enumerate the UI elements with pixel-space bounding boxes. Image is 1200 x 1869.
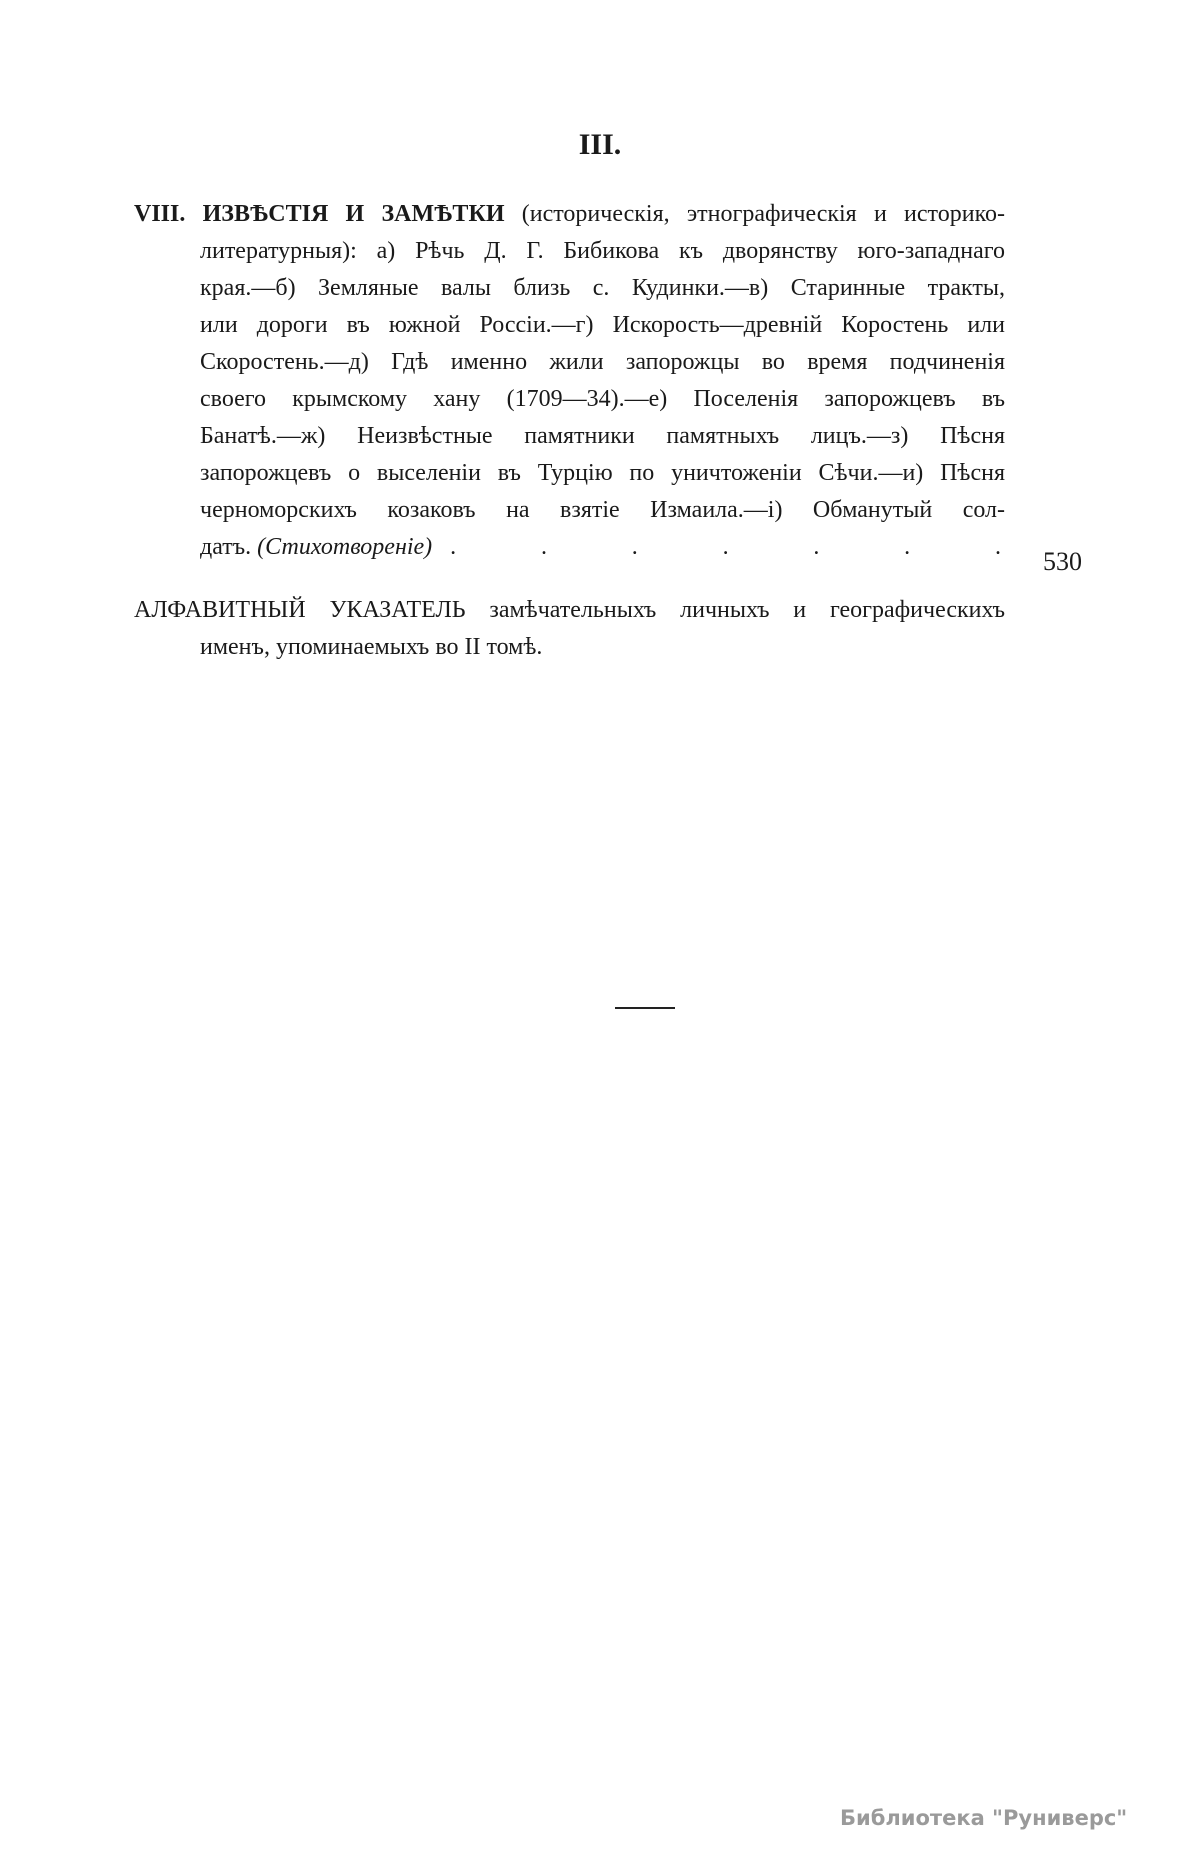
entry-text-line: края.—б) Земляные валы близь с. Кудинки.—в) Старинные тракты,: [200, 275, 1005, 301]
section-divider: [615, 1007, 675, 1009]
entry-last-line: [200, 529, 1005, 566]
entry-text-line: черноморскихъ козаковъ на взятіе Измаила.—і) Обманутый сол-: [200, 497, 1005, 523]
entry-last-line-prefix: датъ.: [200, 534, 252, 560]
leader-dot: .: [813, 534, 820, 560]
leader-dot: .: [904, 534, 911, 560]
index-text-line: замѣчательныхъ личныхъ и географическихъ: [489, 597, 1005, 623]
leader-dot: .: [994, 534, 1001, 560]
page-reference: 530: [1043, 547, 1082, 576]
entry-numeral: VIII.: [134, 201, 186, 227]
index-heading: АЛФАВИТНЫЙ УКАЗАТЕЛЬ: [134, 597, 466, 623]
leader-dot: .: [722, 534, 729, 560]
entry-text-line: Банатѣ.—ж) Неизвѣстные памятники памятныхъ лицъ.—з) Пѣсня: [200, 423, 1005, 449]
toc-entry-viii-first-line: [134, 196, 1005, 233]
toc-entry-index: [134, 592, 1005, 666]
entry-heading: ИЗВѢСТІЯ И ЗАМѢТКИ: [202, 201, 505, 227]
entry-text-line: своего крымскому хану (1709—34).—е) Поселенія запорожцевъ въ: [200, 386, 1005, 412]
entry-last-line-italic: (Стихотвореніе): [257, 534, 433, 560]
leader-dot: .: [450, 534, 457, 560]
toc-entry-viii: [134, 196, 1005, 566]
entry-text-line: литературныя): а) Рѣчь Д. Г. Бибикова къ дворянству юго-западнаго: [200, 238, 1005, 264]
index-text-line: именъ, упоминаемыхъ во II томѣ.: [200, 634, 543, 660]
entry-text-line: (историческія, этнографическія и историко-: [521, 201, 1005, 227]
entry-text-line: или дороги въ южной Россіи.—г) Искорость—древній Коростень или: [200, 312, 1005, 338]
leader-dot: .: [540, 534, 547, 560]
dot-leader: [432, 529, 1005, 566]
entry-text-line: запорожцевъ о выселеніи въ Турцію по уничтоженіи Сѣчи.—и) Пѣсня: [200, 460, 1005, 486]
leader-dot: .: [631, 534, 638, 560]
page-number: III.: [578, 128, 622, 161]
toc-entry-index-first-line: [134, 592, 1005, 629]
entry-text-line: Скоростень.—д) Гдѣ именно жили запорожцы во время подчиненія: [200, 349, 1005, 375]
library-watermark: Библиотека "Руниверс": [840, 1806, 1128, 1830]
